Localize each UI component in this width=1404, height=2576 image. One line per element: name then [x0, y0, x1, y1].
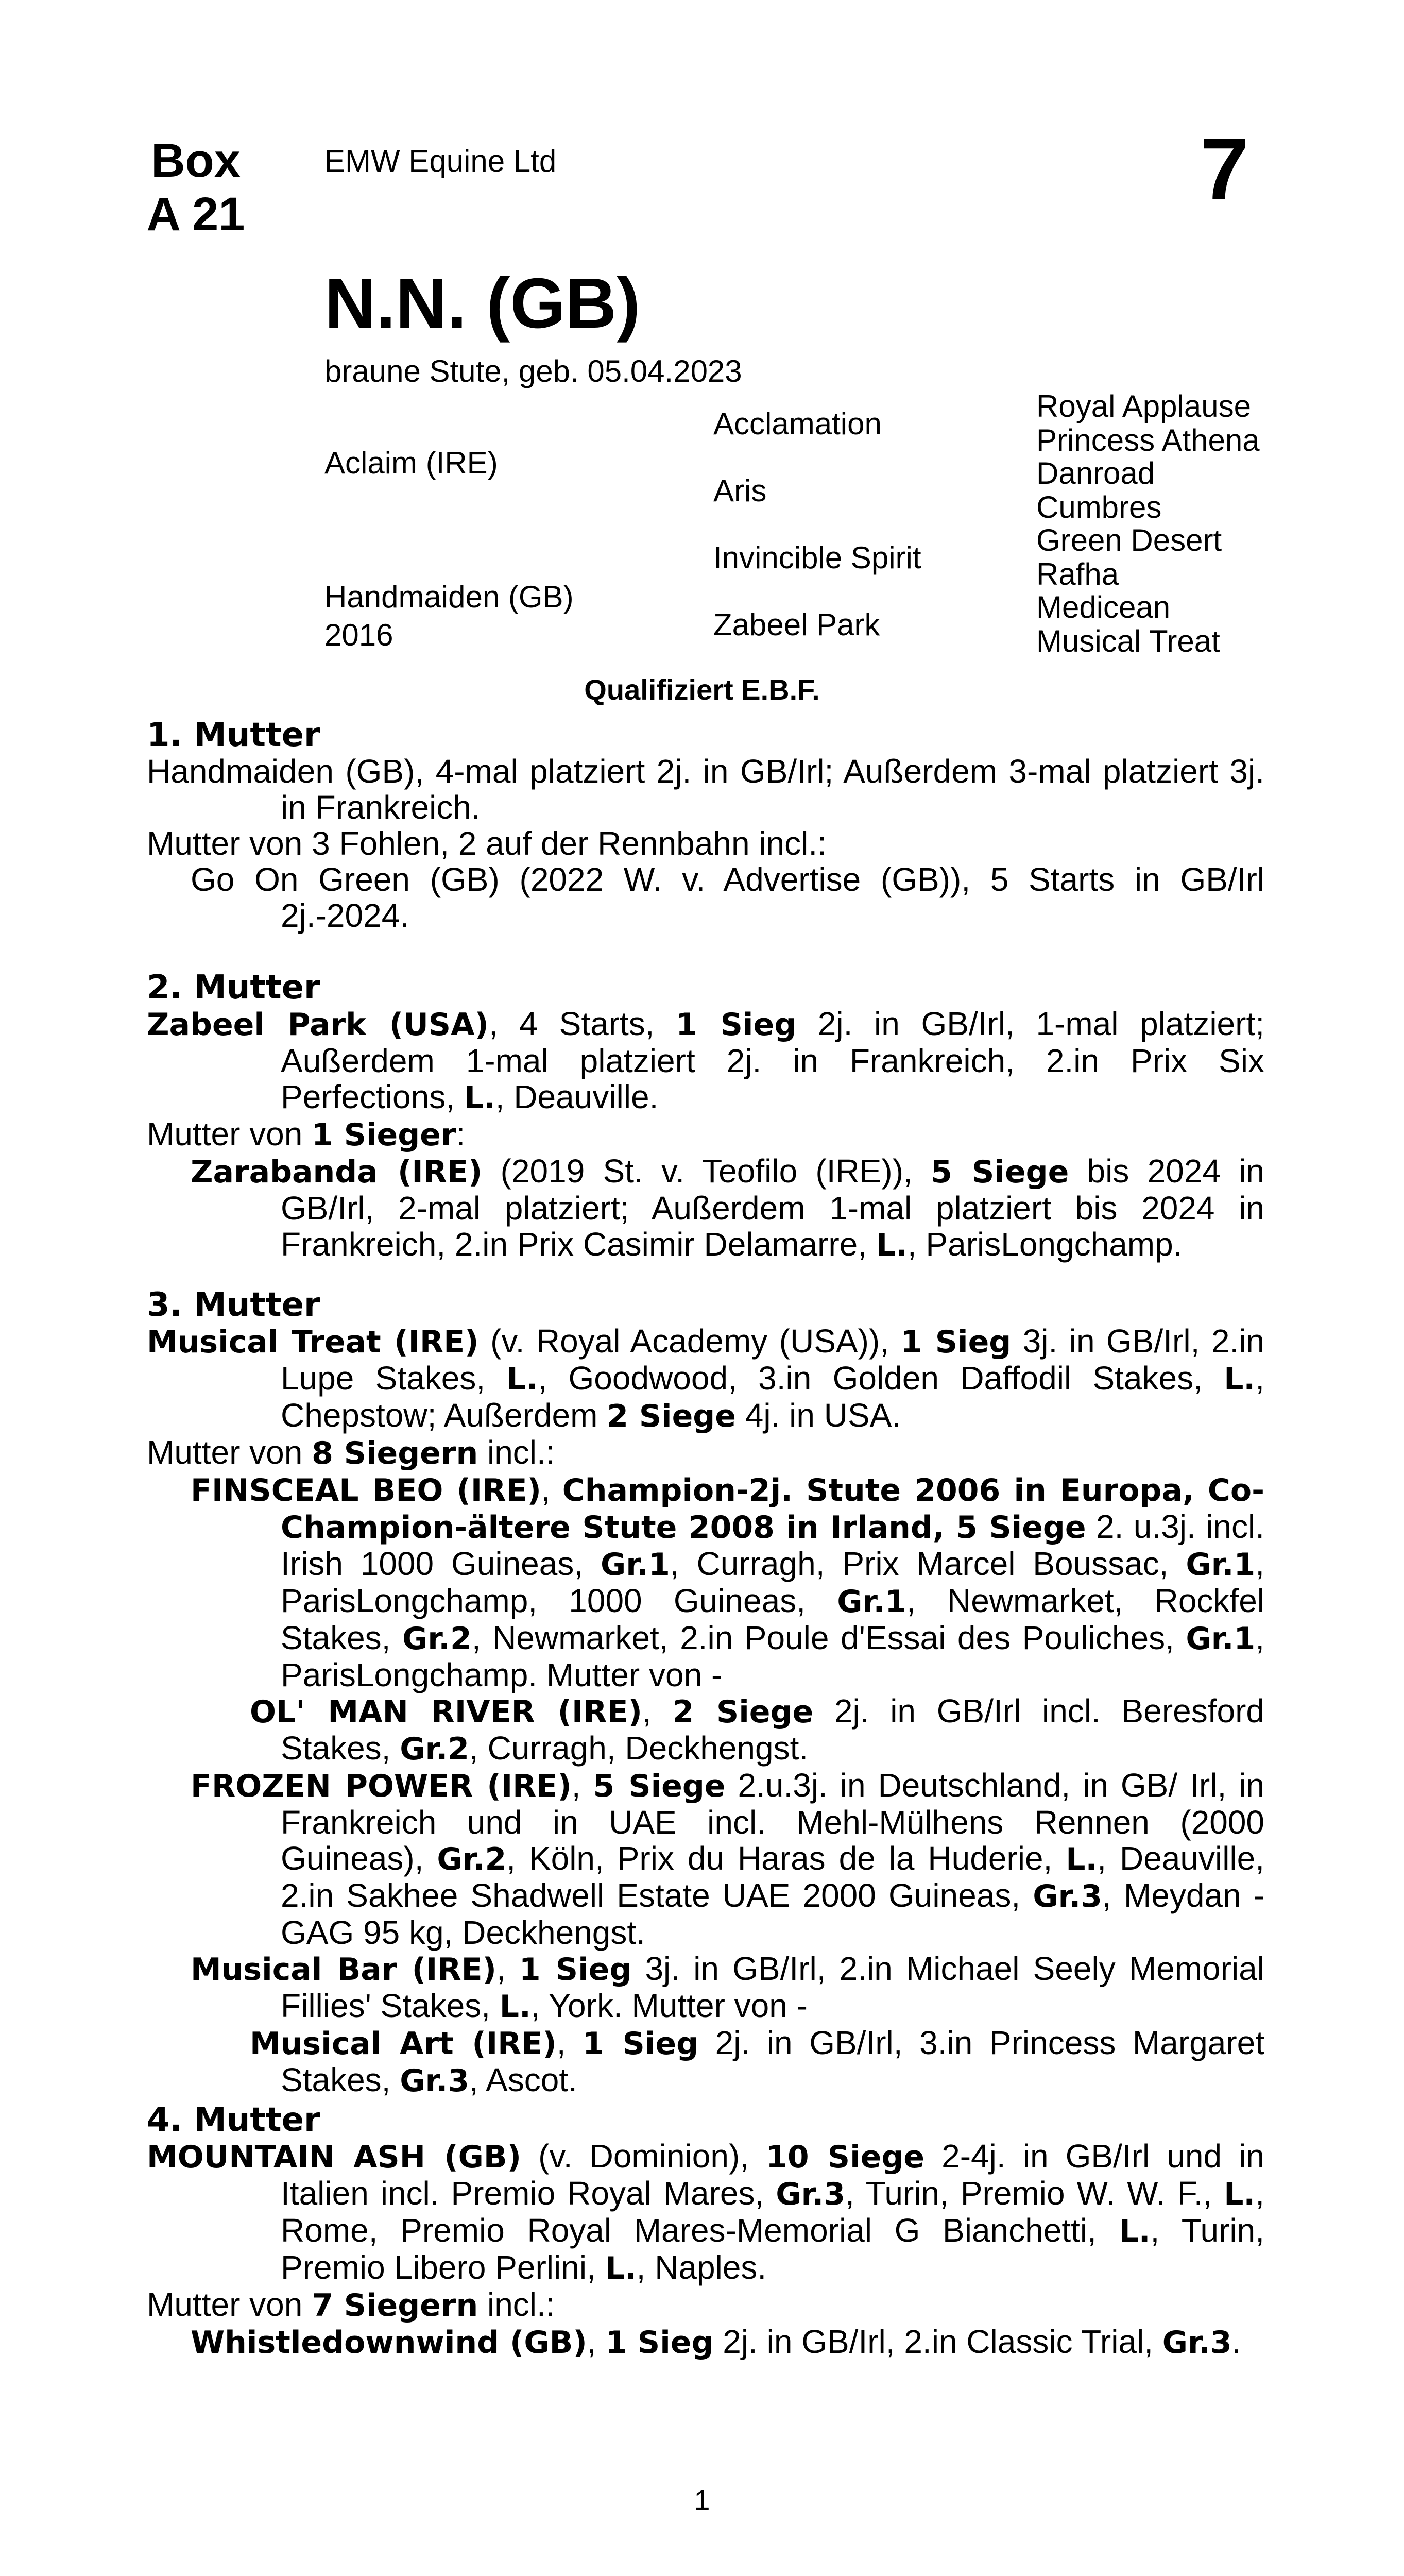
dam-record: MOUNTAIN ASH (GB) (v. Dominion), 10 Siege 2-4j. in GB/Irl und in Italien incl. Premio Royal Mares, Gr.3, Turin, Premio W. W. F., L., Rome, Premio Royal Mares-Memorial G Bianchetti, L., Turin, Premio Libero Perlini, L., Naples. — [147, 2138, 1265, 2286]
horse-name-bold: Zarabanda (IRE) — [191, 1154, 483, 1190]
pedigree-gen3-item: Danroad — [1036, 456, 1155, 490]
owner-name: EMW Equine Ltd — [324, 144, 557, 178]
grand-produce-entry: OL' MAN RIVER (IRE), 2 Siege 2j. in GB/Irl incl. Beresford Stakes, Gr.2, Curragh, Deckhengst. — [250, 1692, 1264, 1767]
pedigree-gen3-item: Medicean — [1036, 590, 1171, 624]
grand-produce-entry: Musical Art (IRE), 1 Sieg 2j. in GB/Irl, 3.in Princess Margaret Stakes, Gr.3, Ascot. — [250, 2024, 1265, 2099]
pedigree-gen3-item: Princess Athena — [1036, 423, 1260, 457]
pedigree-gen3-item: Musical Treat — [1036, 624, 1220, 658]
page-number: 1 — [694, 2484, 710, 2516]
pedigree-gen2-item: Acclamation — [713, 406, 882, 441]
section-heading: 4. Mutter — [147, 2101, 320, 2139]
lot-number: 7 — [1200, 120, 1249, 218]
pedigree-dam: Handmaiden (GB) — [324, 580, 574, 614]
pedigree-gen2-item: Zabeel Park — [713, 607, 880, 642]
dam-record: Musical Treat (IRE) (v. Royal Academy (USA)), 1 Sieg 3j. in GB/Irl, 2.in Lupe Stakes, L., Goodwood, 3.in Golden Daffodil Stakes, L., Chepstow; Außerdem 2 Siege 4j. in USA. — [147, 1323, 1265, 1434]
produce-summary: Mutter von 1 Sieger: — [147, 1115, 466, 1153]
dam-record: Zabeel Park (USA), 4 Starts, 1 Sieg 2j. in GB/Irl, 1-mal platziert; Außerdem 1-mal platziert 2j. in Frankreich, 2.in Prix Six Perfections, L., Deauville. — [147, 1005, 1265, 1116]
produce-entry: FINSCEAL BEO (IRE), Champion-2j. Stute 2006 in Europa, Co-Champion-ältere Stute 2008 in Irland, 5 Siege 2. u.3j. incl. Irish 1000 Guineas, Gr.1, Curragh, Prix Marcel Boussac, Gr.1, ParisLongchamp, 1000 Guineas, Gr.1, Newmarket, Rockfel Stakes, Gr.2, Newmarket, 2.in Poule d'Essai des Pouliches, Gr.1, ParisLongchamp. Mutter von - — [191, 1471, 1265, 1693]
horse-name-bold: Whistledownwind (GB) — [191, 2325, 587, 2361]
horse-name-bold: MOUNTAIN ASH (GB) — [147, 2139, 522, 2175]
horse-name-bold: FINSCEAL BEO (IRE) — [191, 1472, 541, 1509]
section-third-dam — [147, 1287, 1264, 2099]
box-label: Box — [151, 134, 241, 187]
pedigree-gen2-item: Invincible Spirit — [713, 540, 921, 575]
section-fourth-dam — [147, 2102, 1264, 2361]
horse-name-bold: Musical Bar (IRE) — [191, 1952, 496, 1988]
pedigree-gen3-item: Green Desert — [1036, 523, 1222, 557]
box-number — [139, 134, 252, 241]
section-heading: 1. Mutter — [147, 716, 320, 754]
horse-name-bold: Musical Art (IRE) — [250, 2026, 557, 2062]
pedigree-gen2-item: Aris — [713, 473, 767, 508]
produce-entry: Zarabanda (IRE) (2019 St. v. Teofilo (IRE)), 5 Siege bis 2024 in GB/Irl, 2-mal platziert; Außerdem 1-mal platziert bis 2024 in Frankreich, 2.in Prix Casimir Delamarre, L., ParisLongchamp. — [191, 1153, 1265, 1263]
pedigree-gen3-item: Cumbres — [1036, 490, 1162, 524]
horse-name-bold: Zabeel Park (USA) — [147, 1007, 489, 1043]
pedigree-gen3-item: Rafha — [1036, 557, 1119, 591]
section-second-dam — [147, 970, 1264, 1263]
horse-name-bold: OL' MAN RIVER (IRE) — [250, 1694, 642, 1730]
produce-summary: Mutter von 7 Siegern incl.: — [147, 2286, 555, 2324]
dam-record: Handmaiden (GB), 4-mal platziert 2j. in GB/Irl; Außerdem 3-mal platziert 3j. in Frankreich. — [147, 753, 1264, 826]
section-heading: 3. Mutter — [147, 1286, 320, 1324]
horse-description: braune Stute, geb. 05.04.2023 — [324, 354, 742, 388]
produce-entry: Whistledownwind (GB), 1 Sieg 2j. in GB/Irl, 2.in Classic Trial, Gr.3. — [191, 2323, 1241, 2361]
section-first-dam — [147, 717, 1264, 934]
pedigree-gen3-item: Royal Applause — [1036, 389, 1251, 423]
horse-name-bold: FROZEN POWER (IRE) — [191, 1768, 572, 1804]
box-id: A 21 — [146, 188, 245, 241]
produce-entry: Go On Green (GB) (2022 W. v. Advertise (GB)), 5 Starts in GB/Irl 2j.-2024. — [191, 861, 1264, 934]
produce-summary: Mutter von 3 Fohlen, 2 auf der Rennbahn incl.: — [147, 825, 827, 862]
produce-summary: Mutter von 8 Siegern incl.: — [147, 1434, 555, 1471]
horse-name-bold: Musical Treat (IRE) — [147, 1324, 479, 1360]
pedigree-sire: Aclaim (IRE) — [324, 446, 498, 480]
qualification: Qualifiziert E.B.F. — [584, 673, 820, 706]
pedigree-dam-year: 2016 — [324, 618, 393, 652]
horse-name: N.N. (GB) — [324, 264, 641, 343]
produce-entry: FROZEN POWER (IRE), 5 Siege 2.u.3j. in Deutschland, in GB/ Irl, in Frankreich und in UAE incl. Mehl-Mülhens Rennen (2000 Guineas), Gr.2, Köln, Prix du Haras de la Huderie, L., Deauville, 2.in Sakhee Shadwell Estate UAE 2000 Guineas, Gr.3, Meydan - GAG 95 kg, Deckhengst. — [191, 1767, 1265, 1951]
section-heading: 2. Mutter — [147, 969, 320, 1007]
produce-entry: Musical Bar (IRE), 1 Sieg 3j. in GB/Irl, 2.in Michael Seely Memorial Fillies' Stakes, L., York. Mutter von - — [191, 1950, 1265, 2025]
